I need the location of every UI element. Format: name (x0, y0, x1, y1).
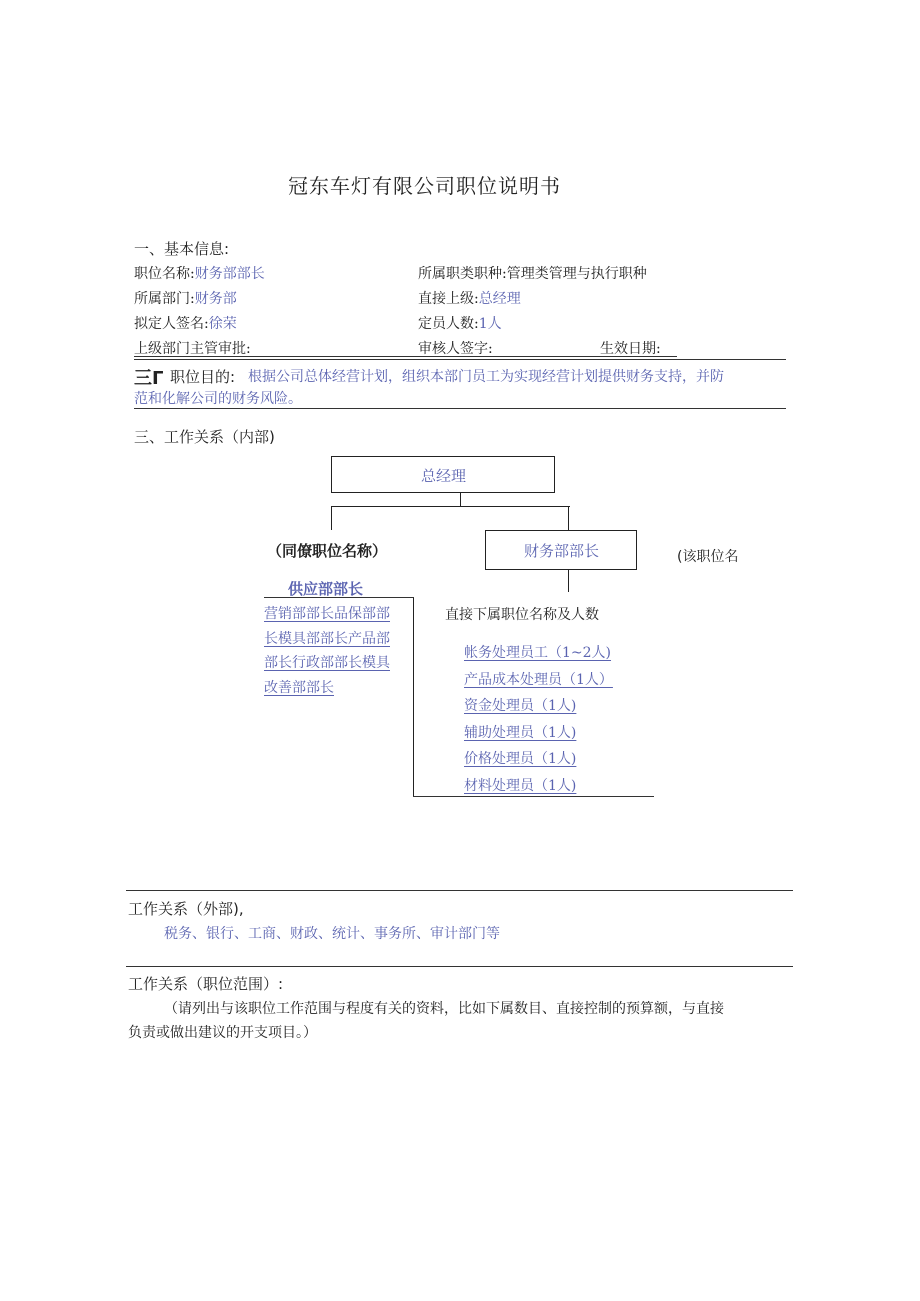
subordinate-item: 材料处理员（1人) (464, 777, 577, 794)
subordinate-item: 资金处理员（1人) (464, 698, 577, 714)
scope-text-line1: （请列出与该职位工作范围与程度有关的资料，比如下属数目、直接控制的预算额，与直接 (164, 1001, 724, 1017)
scope-heading: 工作关系（职位范围）: (128, 975, 284, 993)
drafter-value: 徐荣 (208, 316, 237, 332)
peer-list (264, 602, 390, 700)
superior-row (418, 288, 521, 308)
superior-label: 直接上级: (418, 291, 479, 307)
position-value: 财务部部长 (194, 266, 265, 282)
subordinate-item: 辅助处理员（1人) (464, 724, 577, 741)
category-row (418, 263, 647, 283)
headcount-label: 定员人数: (418, 316, 479, 332)
external-relations-heading: 工作关系（外部), (128, 900, 244, 918)
category-value: 管理类管理与执行职种 (506, 266, 647, 282)
department-value: 财务部 (194, 291, 237, 307)
scope-text-line2: 负责或做出建议的开支项目。） (128, 1025, 317, 1041)
department-row (134, 288, 237, 308)
subordinate-item: 价格处理员（1人) (464, 751, 577, 767)
peer-line: 营销部部长品保部部 (264, 606, 390, 622)
approval-label: 上级部门主管审批: (134, 341, 251, 357)
external-divider (126, 890, 793, 891)
purpose-text-line1: 根据公司总体经营计划，组织本部门员工为实现经营计划提供财务支持，并防 (248, 369, 724, 385)
document-title: 冠东车灯有限公司职位说明书 (288, 174, 561, 198)
peer-head: 供应部部长 (288, 580, 364, 598)
headcount-value: 1人 (478, 316, 502, 332)
internal-relations-heading: 三、工作关系（内部) (134, 428, 275, 446)
superior-value: 总经理 (478, 291, 521, 307)
connector-horizontal (331, 506, 570, 507)
colleague-label: （同僚职位名称） (267, 542, 388, 560)
subordinates-list (464, 640, 613, 799)
reviewer-label: 审核人签字: (418, 341, 493, 357)
scope-divider (126, 966, 793, 967)
subordinate-item: 帐务处理员工（1~2人) (464, 645, 612, 661)
headcount-row (418, 313, 502, 333)
self-position-label: 财务部部长 (523, 542, 599, 560)
subordinate-item: 产品成本处理员（1人） (464, 671, 613, 688)
peer-divider (264, 597, 414, 598)
external-relations-text: 税务、银行、工商、财政、统计、事务所、审计部门等 (164, 926, 500, 942)
drafter-label: 拟定人签名: (134, 316, 209, 332)
peer-line: 长模具部部长产品部 (264, 630, 390, 647)
category-label: 所属职类职种: (418, 266, 507, 282)
connector-self-stem (568, 570, 569, 592)
peer-line: 改善部部长 (264, 679, 334, 696)
purpose-label: 职位目的: (170, 368, 236, 386)
connector-left-drop (331, 506, 332, 530)
department-label: 所属部门: (134, 291, 195, 307)
purpose-marker: 三Γ (134, 368, 164, 389)
drafter-row (134, 313, 237, 333)
subordinates-bottom-rule (413, 796, 654, 797)
purpose-text-line2: 范和化解公司的财务风险。 (134, 391, 302, 407)
position-label: 职位名称: (134, 266, 195, 282)
subordinates-left-rule (413, 598, 414, 796)
signature-underline (134, 356, 677, 357)
divider-line (134, 359, 786, 360)
self-position-note: (该职位名 (677, 549, 739, 565)
top-manager-label: 总经理 (420, 467, 466, 485)
position-name-row (134, 263, 265, 283)
subordinates-heading: 直接下属职位名称及人数 (445, 607, 599, 623)
peer-line: 部长行政部部长模具 (264, 655, 390, 671)
connector-top-stem (460, 493, 461, 507)
section-basic-heading: 一、基本信息: (134, 240, 230, 258)
effective-date-label: 生效日期: (600, 341, 661, 357)
connector-right-drop (568, 506, 569, 530)
purpose-divider (134, 408, 786, 409)
